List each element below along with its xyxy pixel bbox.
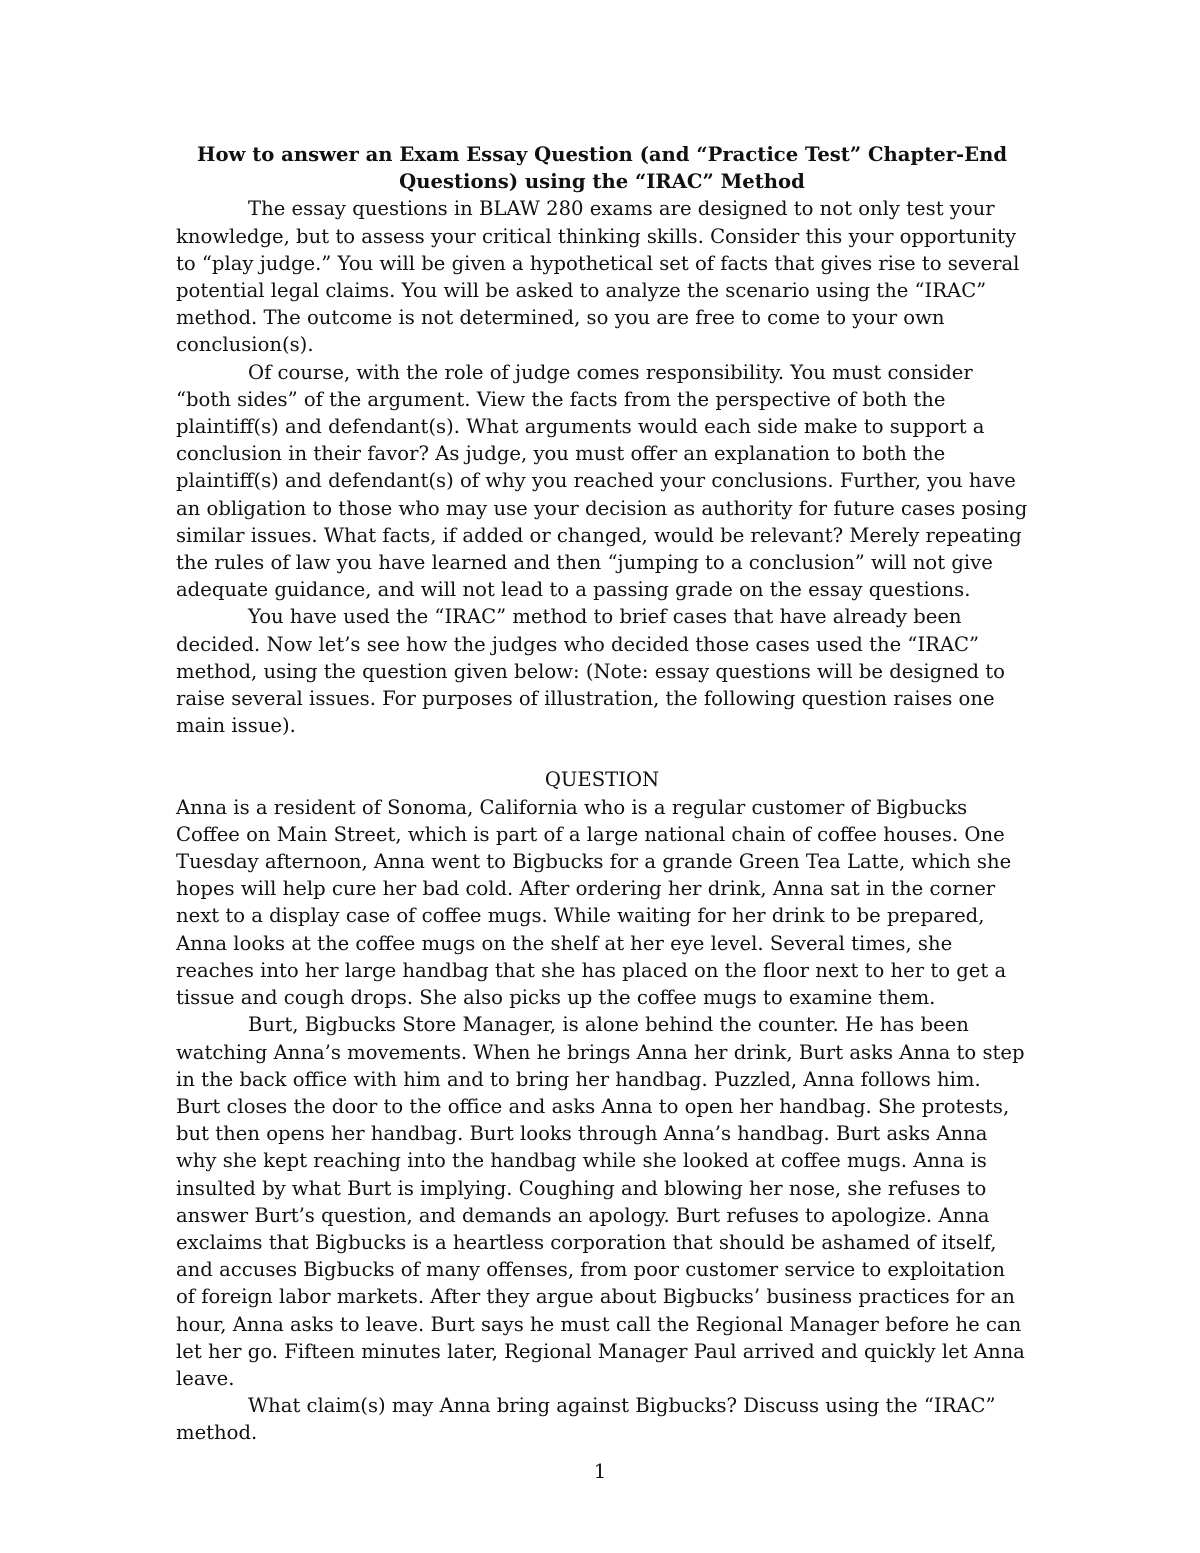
intro-paragraph-3: You have used the “IRAC” method to brief cases that have already been decided. Now let’s see how the judges who decided those cases used the “IRAC” method, using the question given below: (Note: essay questions will be designed to raise several issues. For purposes of illustration, the following question raises one main issue). [176, 605, 1005, 738]
intro-paragraph-1: The essay questions in BLAW 280 exams are designed to not only test your knowledge, but to assess your critical thinking skills. Consider this your opportunity to “play judge.” You will be given a hypothetical set of facts that gives rise to several potential legal claims. You will be asked to analyze the scenario using the “IRAC” method. The outcome is not determined, so you are free to come to your own conclusion(s). [176, 197, 1020, 357]
page-number: 1 [593, 1460, 607, 1483]
question-paragraph-3: What claim(s) may Anna bring against Bigbucks? Discuss using the “IRAC” method. [176, 1394, 996, 1445]
question-paragraph-1: Anna is a resident of Sonoma, California who is a regular customer of Bigbucks Coffee on Main Street, which is part of a large national chain of coffee houses. One Tuesday afternoon, Anna went to Bigbucks for a grande Green Tea Latte, which she hopes will help cure her bad cold. After ordering her drink, Anna sat in the corner next to a display case of coffee mugs. While waiting for her drink to be prepared, Anna looks at the coffee mugs on the shelf at her eye level. Several times, she reaches into her large handbag that she has placed on the floor next to her to get a tissue and cough drops. She also picks up the coffee mugs to examine them. [176, 795, 1012, 1010]
question-heading: QUESTION [544, 768, 660, 792]
document-title: How to answer an Exam Essay Question (and “Practice Test” Chapter-End Questions) using the “IRAC” Method [196, 143, 1008, 194]
intro-paragraph-2: Of course, with the role of judge comes responsibility. You must consider “both sides” of the argument. View the facts from the perspective of both the plaintiff(s) and defendant(s). What arguments would each side make to support a conclusion in their favor? As judge, you must offer an explanation to both the plaintiff(s) and defendant(s) of why you reached your conclusions. Further, you have an obligation to those who may use your decision as authority for future cases posing similar issues. What facts, if added or changed, would be relevant? Merely repeating the rules of law you have learned and then “jumping to a conclusion” will not give adequate guidance, and will not lead to a passing grade on the essay questions. [176, 360, 1028, 602]
question-paragraph-2: Burt, Bigbucks Store Manager, is alone behind the counter. He has been watching Anna’s movements. When he brings Anna her drink, Burt asks Anna to step in the back office with him and to bring her handbag. Puzzled, Anna follows him. Burt closes the door to the office and asks Anna to open her handbag. She protests, but then opens her handbag. Burt looks through Anna’s handbag. Burt asks Anna why she kept reaching into the handbag while she looked at coffee mugs. Anna is insulted by what Burt is implying. Coughing and blowing her nose, she refuses to answer Burt’s question, and demands an apology. Burt refuses to apologize. Anna exclaims that Bigbucks is a heartless corporation that should be ashamed of itself, and accuses Bigbucks of many offenses, from poor customer service to exploitation of foreign labor markets. After they argue about Bigbucks’ business practices for an hour, Anna asks to leave. Burt says he must call the Regional Manager before he can let her go. Fifteen minutes later, Regional Manager Paul arrived and quickly let Anna leave. [176, 1013, 1025, 1390]
page-content [176, 141, 1028, 1447]
